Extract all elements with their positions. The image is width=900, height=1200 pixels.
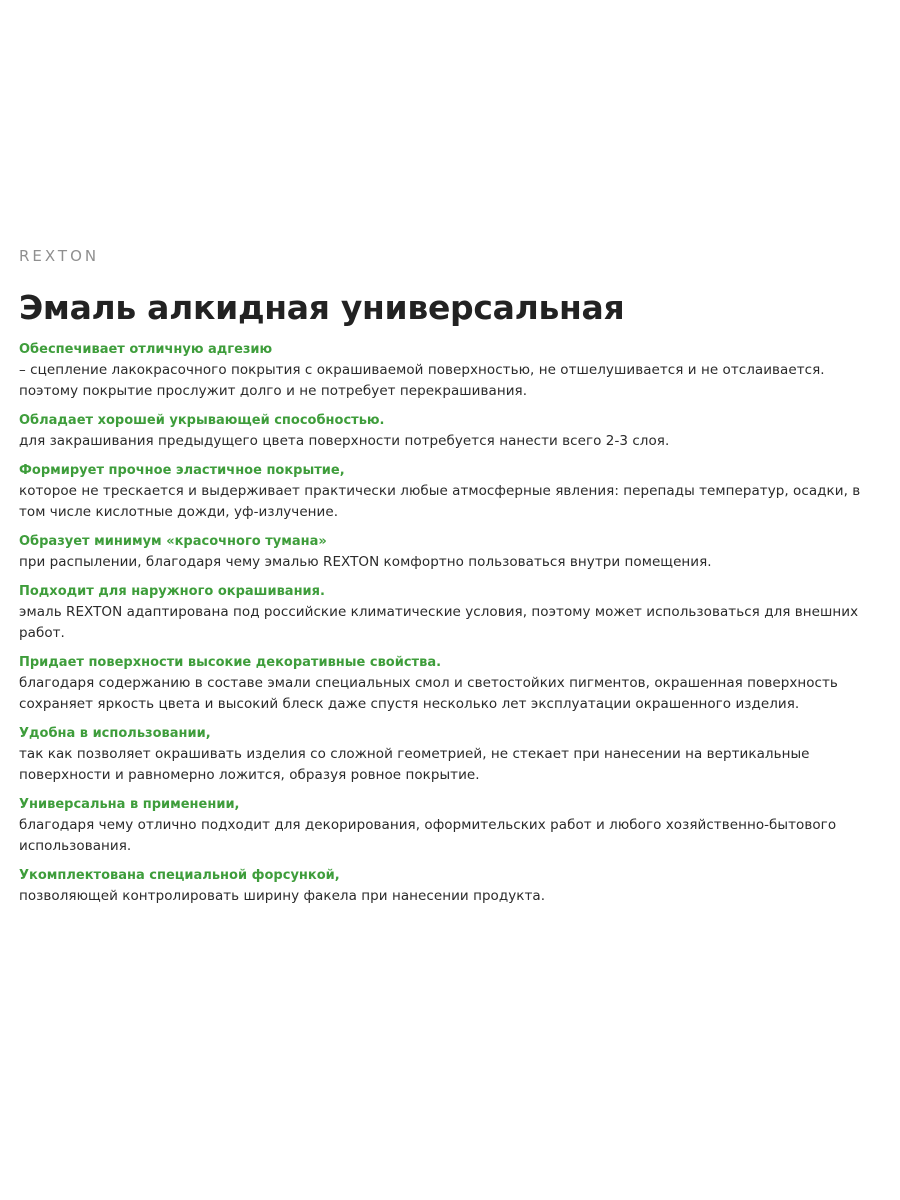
feature-heading: Образует минимум «красочного тумана»	[19, 534, 327, 549]
feature-text-line: которое не трескается и выдерживает практически любые атмосферные явления: перепады температур, осадки, в	[19, 483, 861, 499]
feature-text-line: поэтому покрытие прослужит долго и не потребует перекрашивания.	[19, 383, 528, 399]
feature-item	[19, 724, 891, 786]
feature-item	[19, 411, 891, 452]
feature-text-line: использования.	[19, 838, 132, 854]
feature-item	[19, 866, 891, 907]
feature-heading: Обладает хорошей укрывающей способностью.	[19, 413, 385, 428]
feature-item	[19, 653, 891, 715]
feature-text-line: так как позволяет окрашивать изделия со сложной геометрией, не стекает при нанесении на вертикальные	[19, 746, 810, 762]
feature-heading: Подходит для наружного окрашивания.	[19, 584, 325, 599]
feature-text-line: благодаря содержанию в составе эмали специальных смол и светостойких пигментов, окрашенная поверхность	[19, 675, 838, 691]
feature-heading: Придает поверхности высокие декоративные свойства.	[19, 655, 442, 670]
product-description	[19, 246, 891, 916]
feature-text-line: для закрашивания предыдущего цвета поверхности потребуется нанести всего 2-3 слоя.	[19, 433, 670, 449]
feature-text-line: работ.	[19, 625, 65, 641]
feature-text-line: благодаря чему отлично подходит для декорирования, оформительских работ и любого хозяйственно-бытового	[19, 817, 837, 833]
feature-text-line: поверхности и равномерно ложится, образуя ровное покрытие.	[19, 767, 480, 783]
feature-item	[19, 461, 891, 523]
feature-item	[19, 795, 891, 857]
feature-heading: Удобна в использовании,	[19, 726, 211, 741]
feature-text-line: том числе кислотные дожди, уф-излучение.	[19, 504, 339, 520]
feature-heading: Обеспечивает отличную адгезию	[19, 342, 273, 357]
feature-heading: Укомплектована специальной форсункой,	[19, 868, 340, 883]
feature-item	[19, 340, 891, 402]
feature-item	[19, 582, 891, 644]
brand-name: REXTON	[19, 247, 100, 265]
feature-text-line: сохраняет яркость цвета и высокий блеск даже спустя несколько лет эксплуатации окрашенного изделия.	[19, 696, 800, 712]
feature-item	[19, 532, 891, 573]
page-title: Эмаль алкидная универсальная	[19, 288, 625, 327]
feature-text-line: – сцепление лакокрасочного покрытия с окрашиваемой поверхностью, не отшелушивается и не отслаивается.	[19, 362, 825, 378]
feature-text-line: позволяющей контролировать ширину факела при нанесении продукта.	[19, 888, 546, 904]
feature-text-line: эмаль REXTON адаптирована под российские климатические условия, поэтому может использоваться для внешних	[19, 604, 859, 620]
feature-list	[19, 340, 891, 907]
feature-heading: Формирует прочное эластичное покрытие,	[19, 463, 345, 478]
feature-heading: Универсальна в применении,	[19, 797, 240, 812]
feature-text-line: при распылении, благодаря чему эмалью REXTON комфортно пользоваться внутри помещения.	[19, 554, 712, 570]
